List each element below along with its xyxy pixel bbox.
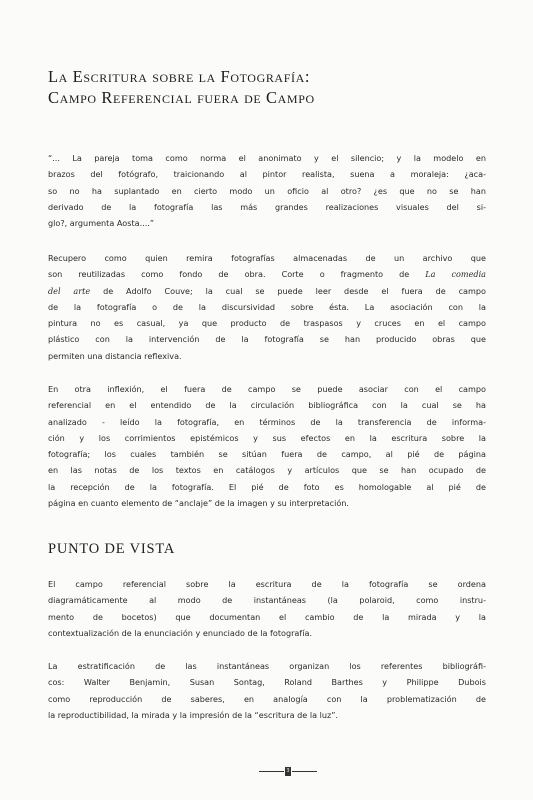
divider	[259, 771, 284, 772]
text-line: la reproductibilidad, la mirada y la impresión de la “escritura de la luz”.	[48, 709, 339, 720]
text-line: la recepción de la fotografía. El pié de foto es homologable al pié de	[48, 481, 486, 492]
page-number-marker	[259, 767, 317, 776]
text-line: página en cuanto elemento de “anclaje” de la imagen y su interpretación.	[48, 498, 349, 509]
book-title-italic: La comedia	[425, 269, 486, 280]
book-title-italic: del arte	[48, 285, 91, 296]
text-line: so no ha suplantado en cierto modo un oficio al otro? ¿es que no se han	[48, 185, 486, 196]
text-line: cos: Walter Benjamin, Susan Sontag, Roland Barthes y Philippe Dubois	[48, 677, 486, 688]
text-line: Recupero como quien remira fotografías almacenadas de un archivo que	[48, 253, 486, 263]
text-run: son reutilizadas como fondo de obra. Corte o fragmento de	[48, 269, 426, 280]
text-line: El campo referencial sobre la escritura de la fotografía se ordena	[48, 579, 486, 589]
section-heading: PUNTO DE VISTA	[48, 541, 176, 557]
title-line-1: La Escritura sobre la Fotografía:	[48, 67, 311, 86]
paragraph-4	[48, 658, 486, 723]
text-line	[48, 283, 486, 299]
paragraph-3	[48, 576, 486, 641]
text-line	[48, 266, 486, 282]
text-line: fotografía; los cuales también se sitúan fuera de campo, al pié de página	[48, 449, 486, 460]
text-run: de Adolfo Couve; la cual se puede leer desde el fuera de campo	[90, 285, 486, 296]
text-line: mento de bocetos) que documentan el cambio de la mirada y la	[48, 611, 486, 622]
text-line: permiten una distancia reflexiva.	[48, 350, 182, 361]
page-number: 3	[286, 768, 290, 774]
text-line: “... La pareja toma como norma el anonimato y el silencio; y la modelo en	[48, 153, 486, 163]
text-line: En otra inflexión, el fuera de campo se puede asociar con el campo	[48, 384, 486, 394]
text-line: glo?, argumenta Aosta....”	[48, 218, 155, 229]
page-title	[48, 66, 488, 108]
text-line: plástico con la intervención de la fotografía se han producido obras que	[48, 334, 486, 345]
text-line: ción y los corrimientos epistémicos y sus efectos en la escritura sobre la	[48, 432, 486, 443]
text-line: derivado de la fotografía las más grandes realizaciones visuales del si-	[48, 201, 486, 212]
text-line: de la fotografía o de la discursividad sobre ésta. La asociación con la	[48, 301, 486, 312]
divider	[292, 771, 317, 772]
quote-paragraph	[48, 150, 486, 231]
paragraph-1	[48, 250, 486, 364]
paragraph-2	[48, 381, 486, 511]
text-line: analizado - leído la fotografía, en términos de la transferencia de informa-	[48, 416, 486, 427]
text-line: brazos del fotógrafo, traicionando al pintor realista, suena a moraleja: ¿aca-	[48, 169, 486, 180]
text-line: contextualización de la enunciación y enunciado de la fotografía.	[48, 627, 313, 638]
title-line-2: Campo Referencial fuera de Campo	[48, 88, 315, 107]
text-line: pintura no es casual, ya que producto de traspasos y cruces en el campo	[48, 318, 486, 329]
text-line: como reproducción de saberes, en analogía con la problematización de	[48, 693, 486, 704]
text-line: diagramáticamente al modo de instantáneas (la polaroid, como instru-	[48, 595, 486, 606]
text-line: en las notas de los textos en catálogos y artículos que se han ocupado de	[48, 465, 486, 476]
text-line: La estratificación de las instantáneas organizan los referentes bibliográfi-	[48, 661, 486, 671]
text-line: referencial en el entendido de la circulación bibliográfica con la cual se ha	[48, 400, 486, 411]
